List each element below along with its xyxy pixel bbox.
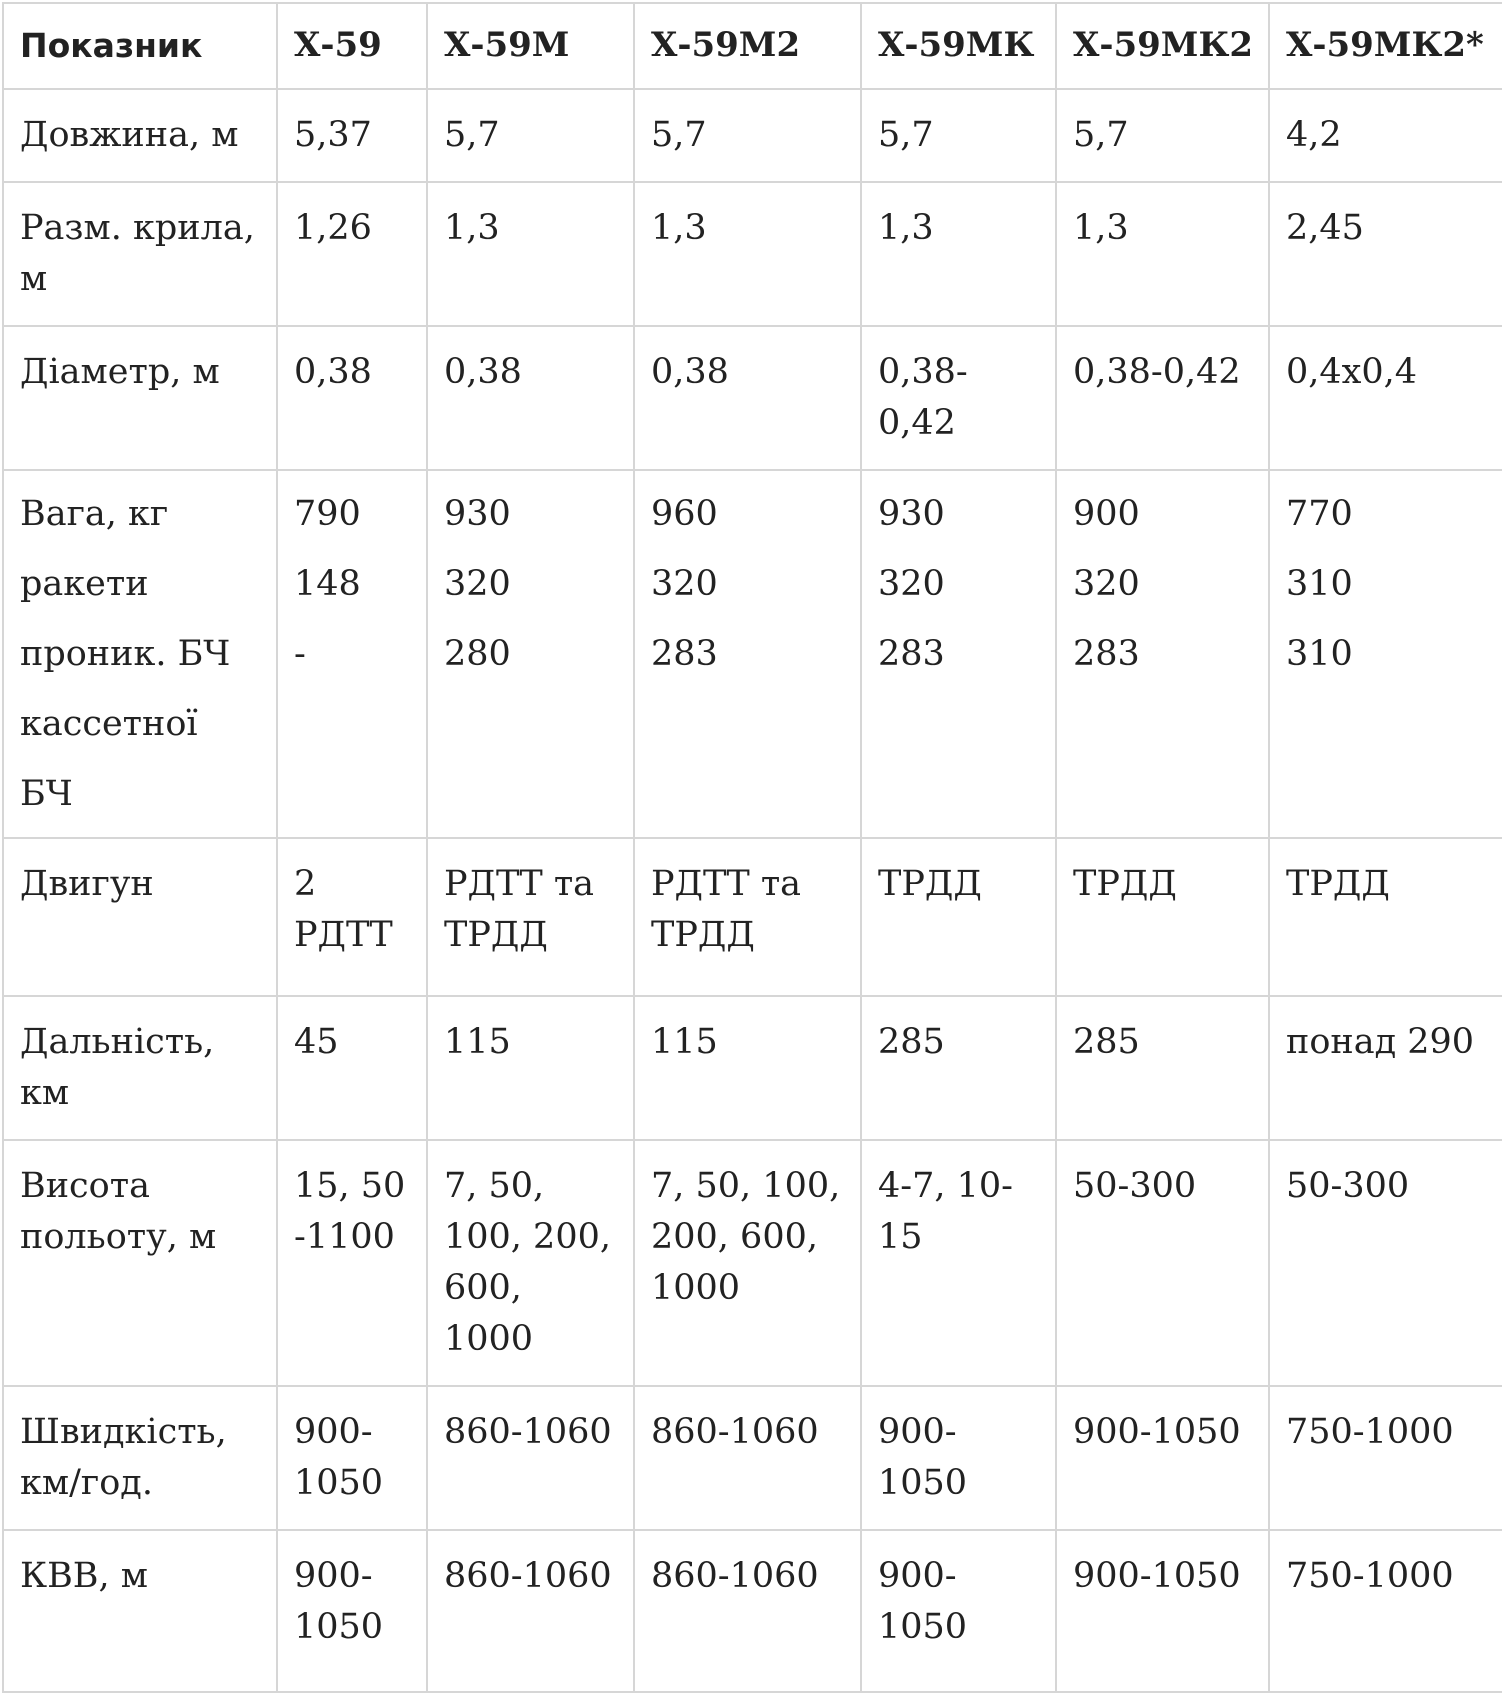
table-cell: 0,38 [277,326,427,470]
header-row [3,3,1502,89]
table-cell: 115 [427,996,634,1140]
weight-value: 320 [1073,564,1140,604]
table-cell [861,470,1056,838]
table-cell: 860-1060 [427,1386,634,1530]
header-kh59: Х-59 [277,3,427,89]
table-cell: 115 [634,996,861,1140]
weight-value: 930 [878,494,945,534]
row-label: Діаметр, м [3,326,277,470]
weight-value: 320 [651,564,718,604]
table-cell: ТРДД [1056,838,1269,996]
row-label: Дальність, км [3,996,277,1140]
table-cell: 860-1060 [427,1530,634,1692]
table-cell: 7, 50, 100, 200, 600, 1000 [427,1140,634,1386]
row-label: Швидкість, км/год. [3,1386,277,1530]
header-kh59mk: Х-59МК [861,3,1056,89]
table-cell: 15, 50 -1100 [277,1140,427,1386]
table-cell: 1,3 [1056,182,1269,326]
table-cell: 860-1060 [634,1386,861,1530]
header-kh59mk2-star: Х-59МК2* [1269,3,1502,89]
table-cell: 750-1000 [1269,1530,1502,1692]
table-cell: 5,37 [277,89,427,182]
weight-value: 770 [1286,494,1353,534]
weight-value: - [294,634,306,674]
weight-value: 900 [1073,494,1140,534]
weight-sublabel-penetrating: проник. БЧ [20,634,231,674]
table-cell [1269,470,1502,838]
header-kh59m2: Х-59М2 [634,3,861,89]
table-cell: 50-300 [1269,1140,1502,1386]
table-cell: РДТТ та ТРДД [427,838,634,996]
table-cell: 900-1050 [861,1530,1056,1692]
header-kh59mk2: Х-59МК2 [1056,3,1269,89]
table-cell: 900-1050 [861,1386,1056,1530]
table-cell: 4,2 [1269,89,1502,182]
table-cell: 2 РДТТ [277,838,427,996]
table-cell [1056,470,1269,838]
table-cell: 285 [1056,996,1269,1140]
table-cell: 900-1050 [1056,1386,1269,1530]
table-cell: 750-1000 [1269,1386,1502,1530]
row-label: Разм. крила, м [3,182,277,326]
table-row-length [3,89,1502,182]
table-row-altitude [3,1140,1502,1386]
table-cell: 900-1050 [1056,1530,1269,1692]
table-cell: 1,26 [277,182,427,326]
table-cell: 1,3 [861,182,1056,326]
table-cell: ТРДД [861,838,1056,996]
table-row-diameter [3,326,1502,470]
table-row-range [3,996,1502,1140]
table-cell: 0,38-0,42 [1056,326,1269,470]
table-row-weight [3,470,1502,838]
table-cell [277,470,427,838]
row-label: КВВ, м [3,1530,277,1692]
weight-value: 148 [294,564,361,604]
table-cell: 45 [277,996,427,1140]
weight-sublabel-cluster: кассетної БЧ [20,704,198,814]
table-cell: 900-1050 [277,1386,427,1530]
table-cell: 900-1050 [277,1530,427,1692]
table-cell: 50-300 [1056,1140,1269,1386]
weight-value: 320 [878,564,945,604]
table-cell: РДТТ та ТРДД [634,838,861,996]
table-cell: 0,4х0,4 [1269,326,1502,470]
table-cell: ТРДД [1269,838,1502,996]
table-cell: 5,7 [1056,89,1269,182]
specs-table [2,2,1502,1693]
weight-value: 960 [651,494,718,534]
row-label: Висота польоту, м [3,1140,277,1386]
table-row-cep [3,1530,1502,1692]
weight-value: 310 [1286,634,1353,674]
table-cell: 0,38-0,42 [861,326,1056,470]
weight-value: 790 [294,494,361,534]
table-cell: 4-7, 10-15 [861,1140,1056,1386]
table-row-engine [3,838,1502,996]
weight-value: 310 [1286,564,1353,604]
weight-value: 320 [444,564,511,604]
weight-value: 930 [444,494,511,534]
row-label: Двигун [3,838,277,996]
table-cell: 0,38 [427,326,634,470]
table-row-speed [3,1386,1502,1530]
table-cell: 0,38 [634,326,861,470]
weight-value: 280 [444,634,511,674]
table-cell [427,470,634,838]
weight-sublabel-missile: ракети [20,564,149,604]
table-cell: 1,3 [634,182,861,326]
table-cell: понад 290 [1269,996,1502,1140]
table-row-wingspan [3,182,1502,326]
table-cell: 5,7 [861,89,1056,182]
table-cell [634,470,861,838]
table-cell: 5,7 [634,89,861,182]
weight-value: 283 [651,634,718,674]
header-parameter: Показник [3,3,277,89]
table-cell: 1,3 [427,182,634,326]
table-cell: 2,45 [1269,182,1502,326]
weight-value: 283 [878,634,945,674]
table-cell: 285 [861,996,1056,1140]
table-cell: 860-1060 [634,1530,861,1692]
weight-label: Вага, кг [20,494,169,534]
table-cell: 7, 50, 100, 200, 600, 1000 [634,1140,861,1386]
table-cell: 5,7 [427,89,634,182]
header-kh59m: Х-59М [427,3,634,89]
row-label-weight [3,470,277,838]
row-label: Довжина, м [3,89,277,182]
weight-value: 283 [1073,634,1140,674]
